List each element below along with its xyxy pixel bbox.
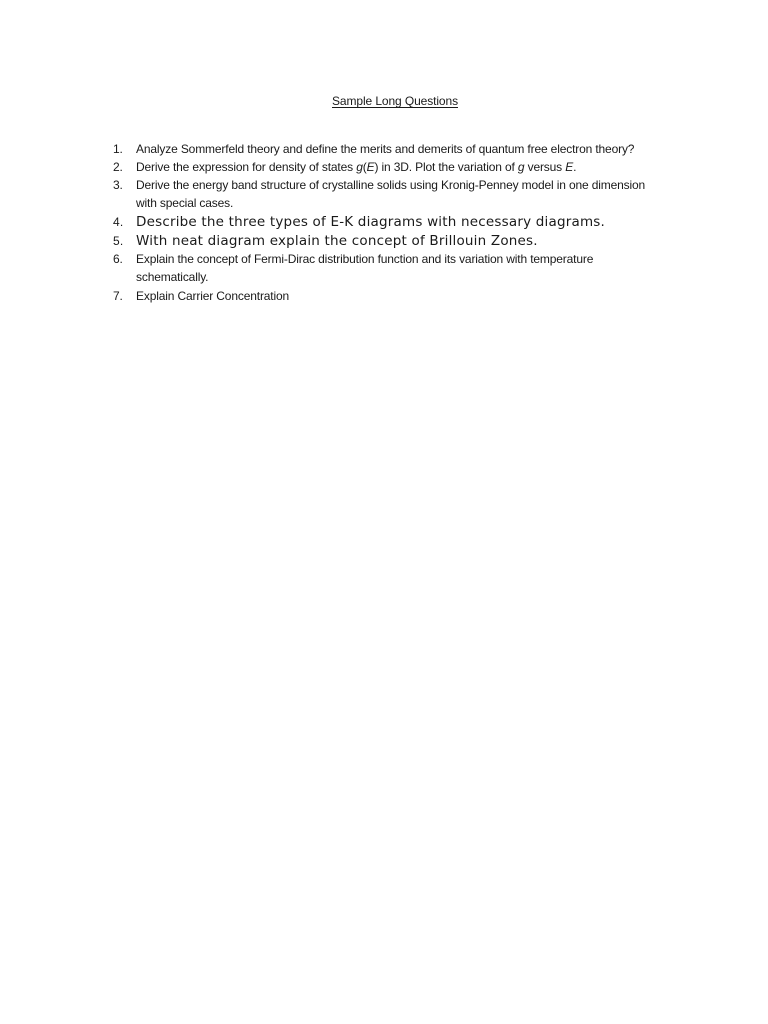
question-number: 3. [113, 178, 123, 192]
question-text: Derive the expression for density of states g(E) in 3D. Plot the variation of g versus E. [136, 160, 577, 174]
question-item [108, 232, 708, 251]
question-number: 4. [113, 215, 124, 229]
document-title: Sample Long Questions [332, 94, 458, 108]
question-number: 5. [113, 233, 124, 248]
question-text: Analyze Sommerfeld theory and define the merits and demerits of quantum free electron theory? [136, 142, 635, 156]
question-item [108, 140, 708, 158]
question-number: 7. [113, 289, 123, 303]
question-number: 2. [113, 160, 123, 174]
question-text: Explain the concept of Fermi-Dirac distribution function and its variation with temperature schematically. [136, 252, 594, 284]
question-text: Describe the three types of E-K diagrams with necessary diagrams. [136, 214, 606, 230]
question-item [108, 250, 708, 286]
question-number: 6. [113, 252, 123, 266]
question-item [108, 287, 708, 305]
question-item [108, 176, 708, 212]
question-item [108, 158, 708, 176]
question-number: 1. [113, 142, 123, 156]
question-text: With neat diagram explain the concept of Brillouin Zones. [136, 232, 538, 249]
question-text: Derive the energy band structure of crystalline solids using Kronig-Penney model in one dimension with special cases. [136, 178, 646, 210]
question-item [108, 213, 708, 232]
question-text: Explain Carrier Concentration [136, 289, 290, 303]
questions-list [108, 140, 708, 305]
